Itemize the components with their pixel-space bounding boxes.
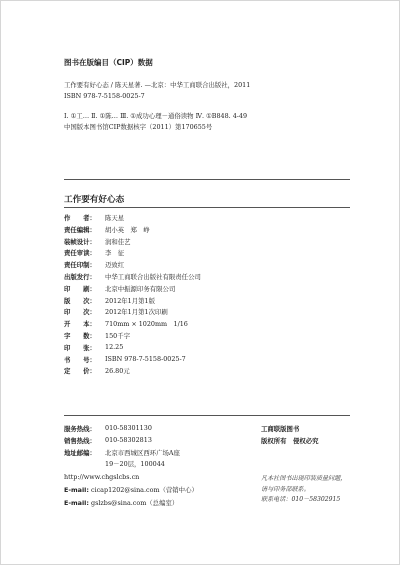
notice-phone: 联系电话：010－58302915: [261, 496, 341, 503]
detail-value: 迈致红: [105, 261, 125, 270]
detail-label: 装帧设计：: [64, 237, 96, 246]
detail-label: 作 者：: [64, 214, 96, 222]
contact-label: 地址邮编：: [64, 448, 96, 457]
email-label: E-mail:: [64, 499, 89, 507]
detail-label: 开 本：: [64, 320, 96, 329]
detail-value: 陈天星: [105, 214, 125, 222]
cip-header: 图书在版编目（CIP）数据: [64, 58, 153, 67]
divider-top: [64, 179, 350, 180]
detail-value: ISBN 978-7-5158-0025-7: [105, 354, 186, 363]
detail-value: 2012年1月第1次印刷: [105, 308, 168, 317]
cip-isbn-line: ISBN 978-7-5158-0025-7: [64, 91, 145, 100]
detail-label: 印 刷：: [64, 284, 96, 293]
detail-value: 润和佳艺: [105, 237, 131, 246]
detail-label: 定 价：: [64, 367, 96, 376]
cip-approval-line: 中国版本图书馆CIP数据核字（2011）第170655号: [64, 122, 213, 131]
quality-notice: [261, 474, 346, 506]
detail-value: 150千字: [105, 331, 130, 340]
cip-classification-line: Ⅰ. ①工… Ⅱ. ①陈… Ⅲ. ①成功心理－通俗读物 Ⅳ. ①B848. 4-49: [64, 112, 248, 120]
detail-label: 字 数：: [64, 331, 96, 340]
book-title: 工作要有好心态: [64, 195, 125, 205]
detail-label: 书 号：: [64, 355, 96, 364]
divider-bottom: [64, 415, 350, 416]
detail-label: 版 次：: [64, 296, 96, 305]
divider-title: [64, 207, 350, 208]
detail-value: 胡小英 郑 峥: [105, 225, 150, 234]
email-editorial-link[interactable]: gslzbs@sina.com（总编室）: [90, 499, 179, 507]
detail-value: 26.80元: [105, 367, 130, 376]
detail-label: 印 张：: [64, 343, 96, 352]
contact-value: 19－20层，100044: [105, 460, 165, 469]
contact-value: 北京市西城区西环广场A座: [105, 448, 180, 457]
detail-label: 责任审读：: [64, 249, 96, 258]
email-label: E-mail:: [64, 486, 89, 494]
email-marketing-link[interactable]: cicap1202@sina.com（营销中心）: [90, 486, 198, 494]
rights-notice: [261, 424, 319, 448]
notice-line: 凡本社图书出现印装质量问题，: [261, 475, 347, 482]
contact-value: 010-58302813: [105, 435, 152, 444]
copyright-statement: 版权所有 侵权必究: [261, 436, 319, 445]
notice-line: 请与印务部联系。: [261, 485, 310, 493]
contact-value: 010-58301130: [105, 424, 152, 432]
detail-value: 中华工商联合出版社有限责任公司: [105, 272, 201, 281]
contact-label: 服务热线：: [64, 425, 96, 433]
detail-value: 北京中振源印务有限公司: [105, 284, 176, 293]
detail-value: 710mm × 1020mm 1/16: [105, 320, 188, 329]
publisher-brand: 工商联版图书: [261, 425, 300, 433]
detail-label: 责任印制：: [64, 261, 96, 270]
detail-value: 2012年1月第1版: [105, 296, 155, 305]
email-editorial: [64, 498, 178, 507]
website-link[interactable]: http://www.chgslcbs.cn: [64, 473, 140, 481]
detail-value: 李 征: [105, 249, 125, 258]
detail-label: 责任编辑：: [64, 225, 96, 234]
detail-label: 印 次：: [64, 308, 96, 317]
cip-record: [64, 80, 250, 132]
detail-label: 出版发行：: [64, 272, 96, 281]
email-marketing: [64, 485, 198, 494]
contact-label: 销售热线：: [64, 436, 96, 445]
cip-title-line: 工作要有好心态 / 陈天星著. —北京：中华工商联合出版社，2011: [64, 81, 251, 89]
detail-value: 12.25: [105, 342, 124, 351]
